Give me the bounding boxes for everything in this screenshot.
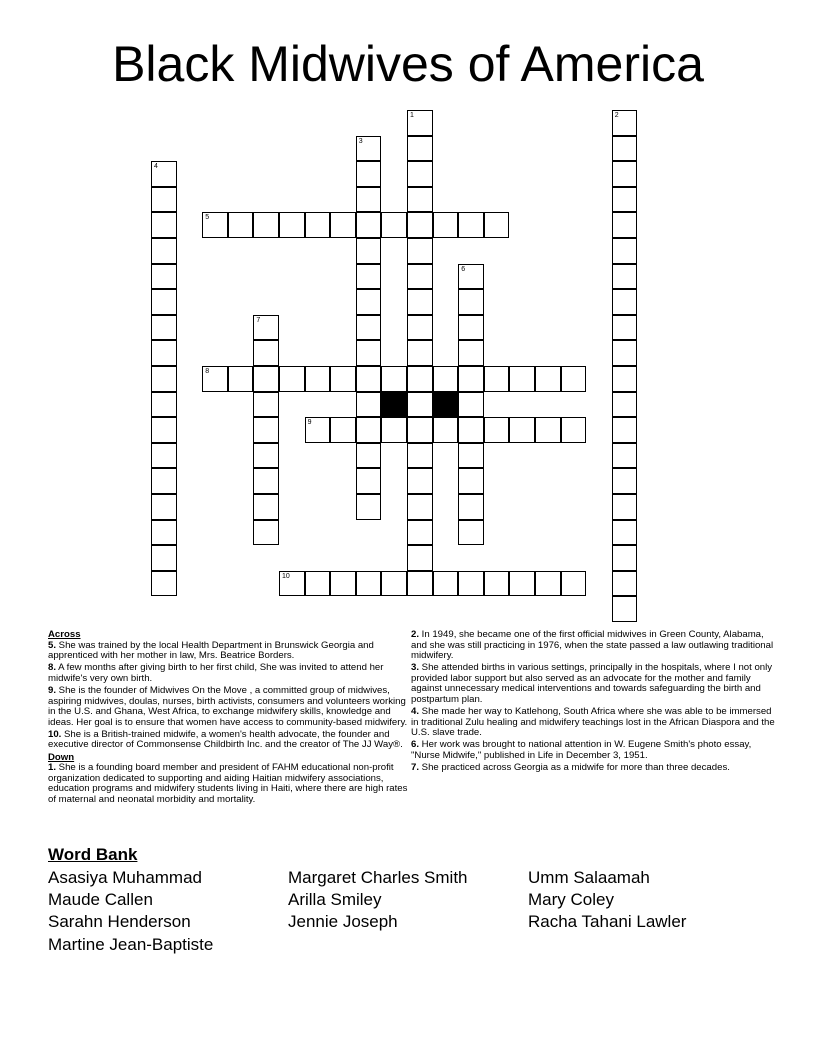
crossword-cell[interactable] <box>151 545 177 571</box>
crossword-cell[interactable] <box>228 212 254 238</box>
crossword-cell[interactable] <box>253 315 279 341</box>
crossword-cell[interactable] <box>407 392 433 418</box>
crossword-cell[interactable] <box>151 315 177 341</box>
crossword-cell[interactable] <box>458 289 484 315</box>
clue-across-5 <box>48 641 408 662</box>
crossword-cell[interactable] <box>484 366 510 392</box>
crossword-cell[interactable] <box>407 494 433 520</box>
crossword-cell[interactable] <box>151 443 177 469</box>
crossword-cell[interactable] <box>330 417 356 443</box>
word-bank-item: Mary Coley <box>528 890 614 909</box>
crossword-cell[interactable] <box>612 264 638 290</box>
crossword-cell[interactable] <box>407 417 433 443</box>
clue-text: She is a founding board member and president of FAHM educational non-profit organization dedicated to supporting and aiding Haitian midwifery associations, education programs and midwifery students living in Haiti, where there are high rates of maternal and neonatal morbidity and mortality. <box>48 762 408 805</box>
crossword-cell[interactable] <box>535 417 561 443</box>
crossword-cell[interactable] <box>253 443 279 469</box>
crossword-cell[interactable] <box>407 366 433 392</box>
clue-number: 4. <box>411 706 420 718</box>
clue-number: 7. <box>411 762 420 774</box>
clue-text: In 1949, she became one of the first official midwives in Green County, Alabama, and she was still practicing in 1976, when the state passed a law outlawing traditional midwifery. <box>411 629 774 662</box>
crossword-cell[interactable] <box>407 212 433 238</box>
clue-text: She practiced across Georgia as a midwife for more than three decades. <box>419 762 730 774</box>
clue-number: 10. <box>48 728 62 740</box>
crossword-cell[interactable] <box>433 212 459 238</box>
crossword-cell[interactable] <box>228 366 254 392</box>
crossword-cell[interactable] <box>612 340 638 366</box>
crossword-cell[interactable] <box>356 392 382 418</box>
clues-right-column <box>411 630 776 775</box>
cell-number: 6 <box>461 265 466 273</box>
clue-down-7 <box>411 763 776 774</box>
clue-text: She attended births in various settings, principally in the hospitals, where I not only provided labor support but also served as an advocate for the mother and family against unnecessary medical interventions and towards safeguarding the birth and postpartum plan. <box>411 662 773 706</box>
clue-text: She is a British-trained midwife, a women's health advocate, the founder and executive director of Commonsense Childbirth Inc. and the creator of The JJ Way®. <box>48 728 403 751</box>
crossword-block <box>433 392 459 418</box>
crossword-cell[interactable] <box>561 417 587 443</box>
crossword-cell[interactable] <box>458 443 484 469</box>
crossword-cell[interactable] <box>509 417 535 443</box>
crossword-cell[interactable] <box>458 571 484 597</box>
crossword-cell[interactable] <box>458 494 484 520</box>
clues-left-column <box>48 630 408 807</box>
crossword-cell[interactable] <box>356 238 382 264</box>
crossword-cell[interactable] <box>151 520 177 546</box>
crossword-cell[interactable] <box>356 468 382 494</box>
crossword-cell[interactable] <box>305 212 331 238</box>
word-bank-item: Margaret Charles Smith <box>288 868 468 887</box>
crossword-cell[interactable] <box>561 366 587 392</box>
crossword-cell[interactable] <box>305 417 331 443</box>
word-bank-item: Arilla Smiley <box>288 890 382 909</box>
crossword-cell[interactable] <box>458 315 484 341</box>
crossword-cell[interactable] <box>151 494 177 520</box>
crossword-cell[interactable] <box>612 494 638 520</box>
crossword-cell[interactable] <box>151 264 177 290</box>
clue-down-1 <box>48 763 408 805</box>
crossword-cell[interactable] <box>612 238 638 264</box>
crossword-cell[interactable] <box>612 315 638 341</box>
cell-number: 8 <box>205 368 210 375</box>
crossword-cell[interactable] <box>612 417 638 443</box>
crossword-cell[interactable] <box>151 289 177 315</box>
crossword-cell[interactable] <box>356 289 382 315</box>
cell-number: 4 <box>154 163 158 171</box>
crossword-cell[interactable] <box>509 571 535 597</box>
clue-text: A few months after giving birth to her first child, She was invited to attend her midwife's very own birth. <box>48 662 384 684</box>
clue-text: She is the founder of Midwives On the Move , a committed group of midwives, aspiring midwives, doulas, nurses, birth activists, consumers and volunteers working in the U.S. and Ghana, West Africa, to exchange midwifery skills, knowledge and ideas. Her goal is to ensure that women have access to community-based midwifery. <box>48 684 408 728</box>
clue-number: 6. <box>411 739 420 751</box>
crossword-cell[interactable] <box>484 212 510 238</box>
cell-number: 1 <box>410 112 414 119</box>
clue-number: 1. <box>48 762 57 774</box>
crossword-cell[interactable] <box>612 392 638 418</box>
crossword-cell[interactable] <box>381 212 407 238</box>
crossword-cell[interactable] <box>612 212 638 238</box>
crossword-cell[interactable] <box>458 520 484 546</box>
crossword-cell[interactable] <box>612 289 638 315</box>
clue-number: 2. <box>411 629 420 640</box>
page-title: Black Midwives of America <box>112 36 704 92</box>
crossword-cell[interactable] <box>407 545 433 571</box>
clue-text: She made her way to Katlehong, South Africa where she was able to be immersed in traditional Zulu healing and midwifery teachings lost in the African Diaspora and the U.S. slave trade. <box>411 706 775 739</box>
crossword-cell[interactable] <box>407 571 433 597</box>
clue-text: She was trained by the local Health Department in Brunswick Georgia and apprenticed with her mother in law, Mrs. Beatrice Borders. <box>48 639 374 662</box>
crossword-cell[interactable] <box>407 468 433 494</box>
crossword-cell[interactable] <box>151 340 177 366</box>
clue-down-6 <box>411 740 776 761</box>
crossword-cell[interactable] <box>356 340 382 366</box>
crossword-cell[interactable] <box>458 366 484 392</box>
clue-text: Her work was brought to national attention in W. Eugene Smith's photo essay, "Nurse Midwife," published in Life in December 3, 1951. <box>411 739 752 762</box>
clue-number: 5. <box>48 639 57 651</box>
crossword-cell[interactable] <box>458 264 484 290</box>
crossword-cell[interactable] <box>407 110 433 136</box>
clue-across-10 <box>48 730 408 751</box>
clue-number: 8. <box>48 662 57 674</box>
crossword-cell[interactable] <box>356 571 382 597</box>
cell-number: 5 <box>205 214 210 222</box>
crossword-cell[interactable] <box>253 494 279 520</box>
crossword-cell[interactable] <box>407 443 433 469</box>
crossword-cell[interactable] <box>612 366 638 392</box>
crossword-cell[interactable] <box>253 212 279 238</box>
clue-down-3 <box>411 663 776 705</box>
crossword-cell[interactable] <box>356 187 382 213</box>
cell-number: 2 <box>614 112 619 119</box>
crossword-cell[interactable] <box>151 187 177 213</box>
crossword-cell[interactable] <box>151 161 177 187</box>
crossword-cell[interactable] <box>407 161 433 187</box>
crossword-cell[interactable] <box>381 366 407 392</box>
word-bank-item: Jennie Joseph <box>288 912 398 931</box>
crossword-cell[interactable] <box>253 417 279 443</box>
crossword-cell[interactable] <box>612 443 638 469</box>
crossword-cell[interactable] <box>381 417 407 443</box>
clue-number: 9. <box>48 684 57 696</box>
crossword-cell[interactable] <box>458 468 484 494</box>
clue-across-9 <box>48 686 408 728</box>
word-bank-item: Martine Jean-Baptiste <box>48 935 214 954</box>
crossword-cell[interactable] <box>330 366 356 392</box>
cell-number: 3 <box>358 137 363 145</box>
crossword-cell[interactable] <box>253 392 279 418</box>
crossword-cell[interactable] <box>612 545 638 571</box>
crossword-cell[interactable] <box>356 366 382 392</box>
crossword-cell[interactable] <box>330 571 356 597</box>
cell-number: 9 <box>307 419 312 427</box>
down-heading: Down <box>48 751 75 763</box>
cell-number: 7 <box>256 316 261 324</box>
crossword-cell[interactable] <box>253 340 279 366</box>
crossword-cell[interactable] <box>253 520 279 546</box>
crossword-cell[interactable] <box>356 417 382 443</box>
crossword-cell[interactable] <box>356 264 382 290</box>
crossword-cell[interactable] <box>356 315 382 341</box>
crossword-cell[interactable] <box>305 571 331 597</box>
across-heading: Across <box>48 629 81 640</box>
crossword-cell[interactable] <box>151 238 177 264</box>
crossword-cell[interactable] <box>356 136 382 162</box>
crossword-cell[interactable] <box>151 417 177 443</box>
crossword-cell[interactable] <box>407 289 433 315</box>
crossword-cell[interactable] <box>433 571 459 597</box>
crossword-cell[interactable] <box>612 110 638 136</box>
crossword-cell[interactable] <box>279 571 305 597</box>
cell-number: 10 <box>282 572 290 580</box>
crossword-cell[interactable] <box>535 366 561 392</box>
clue-number: 3. <box>411 662 420 674</box>
crossword-cell[interactable] <box>279 212 305 238</box>
crossword-cell[interactable] <box>407 187 433 213</box>
crossword-cell[interactable] <box>458 340 484 366</box>
crossword-cell[interactable] <box>330 212 356 238</box>
crossword-cell[interactable] <box>612 187 638 213</box>
crossword-block <box>381 392 407 418</box>
crossword-cell[interactable] <box>561 571 587 597</box>
crossword-cell[interactable] <box>484 417 510 443</box>
crossword-cell[interactable] <box>151 392 177 418</box>
crossword-cell[interactable] <box>612 596 638 622</box>
crossword-cell[interactable] <box>612 468 638 494</box>
crossword-cell[interactable] <box>356 443 382 469</box>
crossword-cell[interactable] <box>433 366 459 392</box>
crossword-cell[interactable] <box>202 212 228 238</box>
crossword-cell[interactable] <box>151 366 177 392</box>
crossword-cell[interactable] <box>612 571 638 597</box>
crossword-cell[interactable] <box>202 366 228 392</box>
crossword-cell[interactable] <box>407 238 433 264</box>
crossword-cell[interactable] <box>407 520 433 546</box>
crossword-cell[interactable] <box>612 520 638 546</box>
crossword-cell[interactable] <box>279 366 305 392</box>
crossword-cell[interactable] <box>253 366 279 392</box>
clue-down-2 <box>411 630 776 662</box>
word-bank-item: Asasiya Muhammad <box>48 868 203 887</box>
crossword-cell[interactable] <box>612 136 638 162</box>
crossword-cell[interactable] <box>381 571 407 597</box>
crossword-cell[interactable] <box>433 417 459 443</box>
word-bank-item: Umm Salaamah <box>528 868 650 887</box>
crossword-cell[interactable] <box>407 315 433 341</box>
crossword-cell[interactable] <box>407 136 433 162</box>
crossword-cell[interactable] <box>535 571 561 597</box>
crossword-cell[interactable] <box>407 340 433 366</box>
crossword-cell[interactable] <box>151 571 177 597</box>
crossword-cell[interactable] <box>151 468 177 494</box>
crossword-cell[interactable] <box>458 417 484 443</box>
word-bank-title: Word Bank <box>48 845 138 864</box>
crossword-cell[interactable] <box>151 212 177 238</box>
crossword-cell[interactable] <box>356 212 382 238</box>
crossword-cell[interactable] <box>305 366 331 392</box>
crossword-cell[interactable] <box>458 212 484 238</box>
clue-down-4 <box>411 707 776 739</box>
crossword-cell[interactable] <box>253 468 279 494</box>
crossword-cell[interactable] <box>484 571 510 597</box>
clue-across-8 <box>48 663 408 684</box>
crossword-cell[interactable] <box>612 161 638 187</box>
crossword-cell[interactable] <box>407 264 433 290</box>
crossword-cell[interactable] <box>356 494 382 520</box>
crossword-cell[interactable] <box>356 161 382 187</box>
crossword-cell[interactable] <box>509 366 535 392</box>
word-bank-item: Sarahn Henderson <box>48 912 191 931</box>
word-bank-item: Maude Callen <box>48 890 153 909</box>
crossword-cell[interactable] <box>458 392 484 418</box>
word-bank-item: Racha Tahani Lawler <box>528 912 687 931</box>
